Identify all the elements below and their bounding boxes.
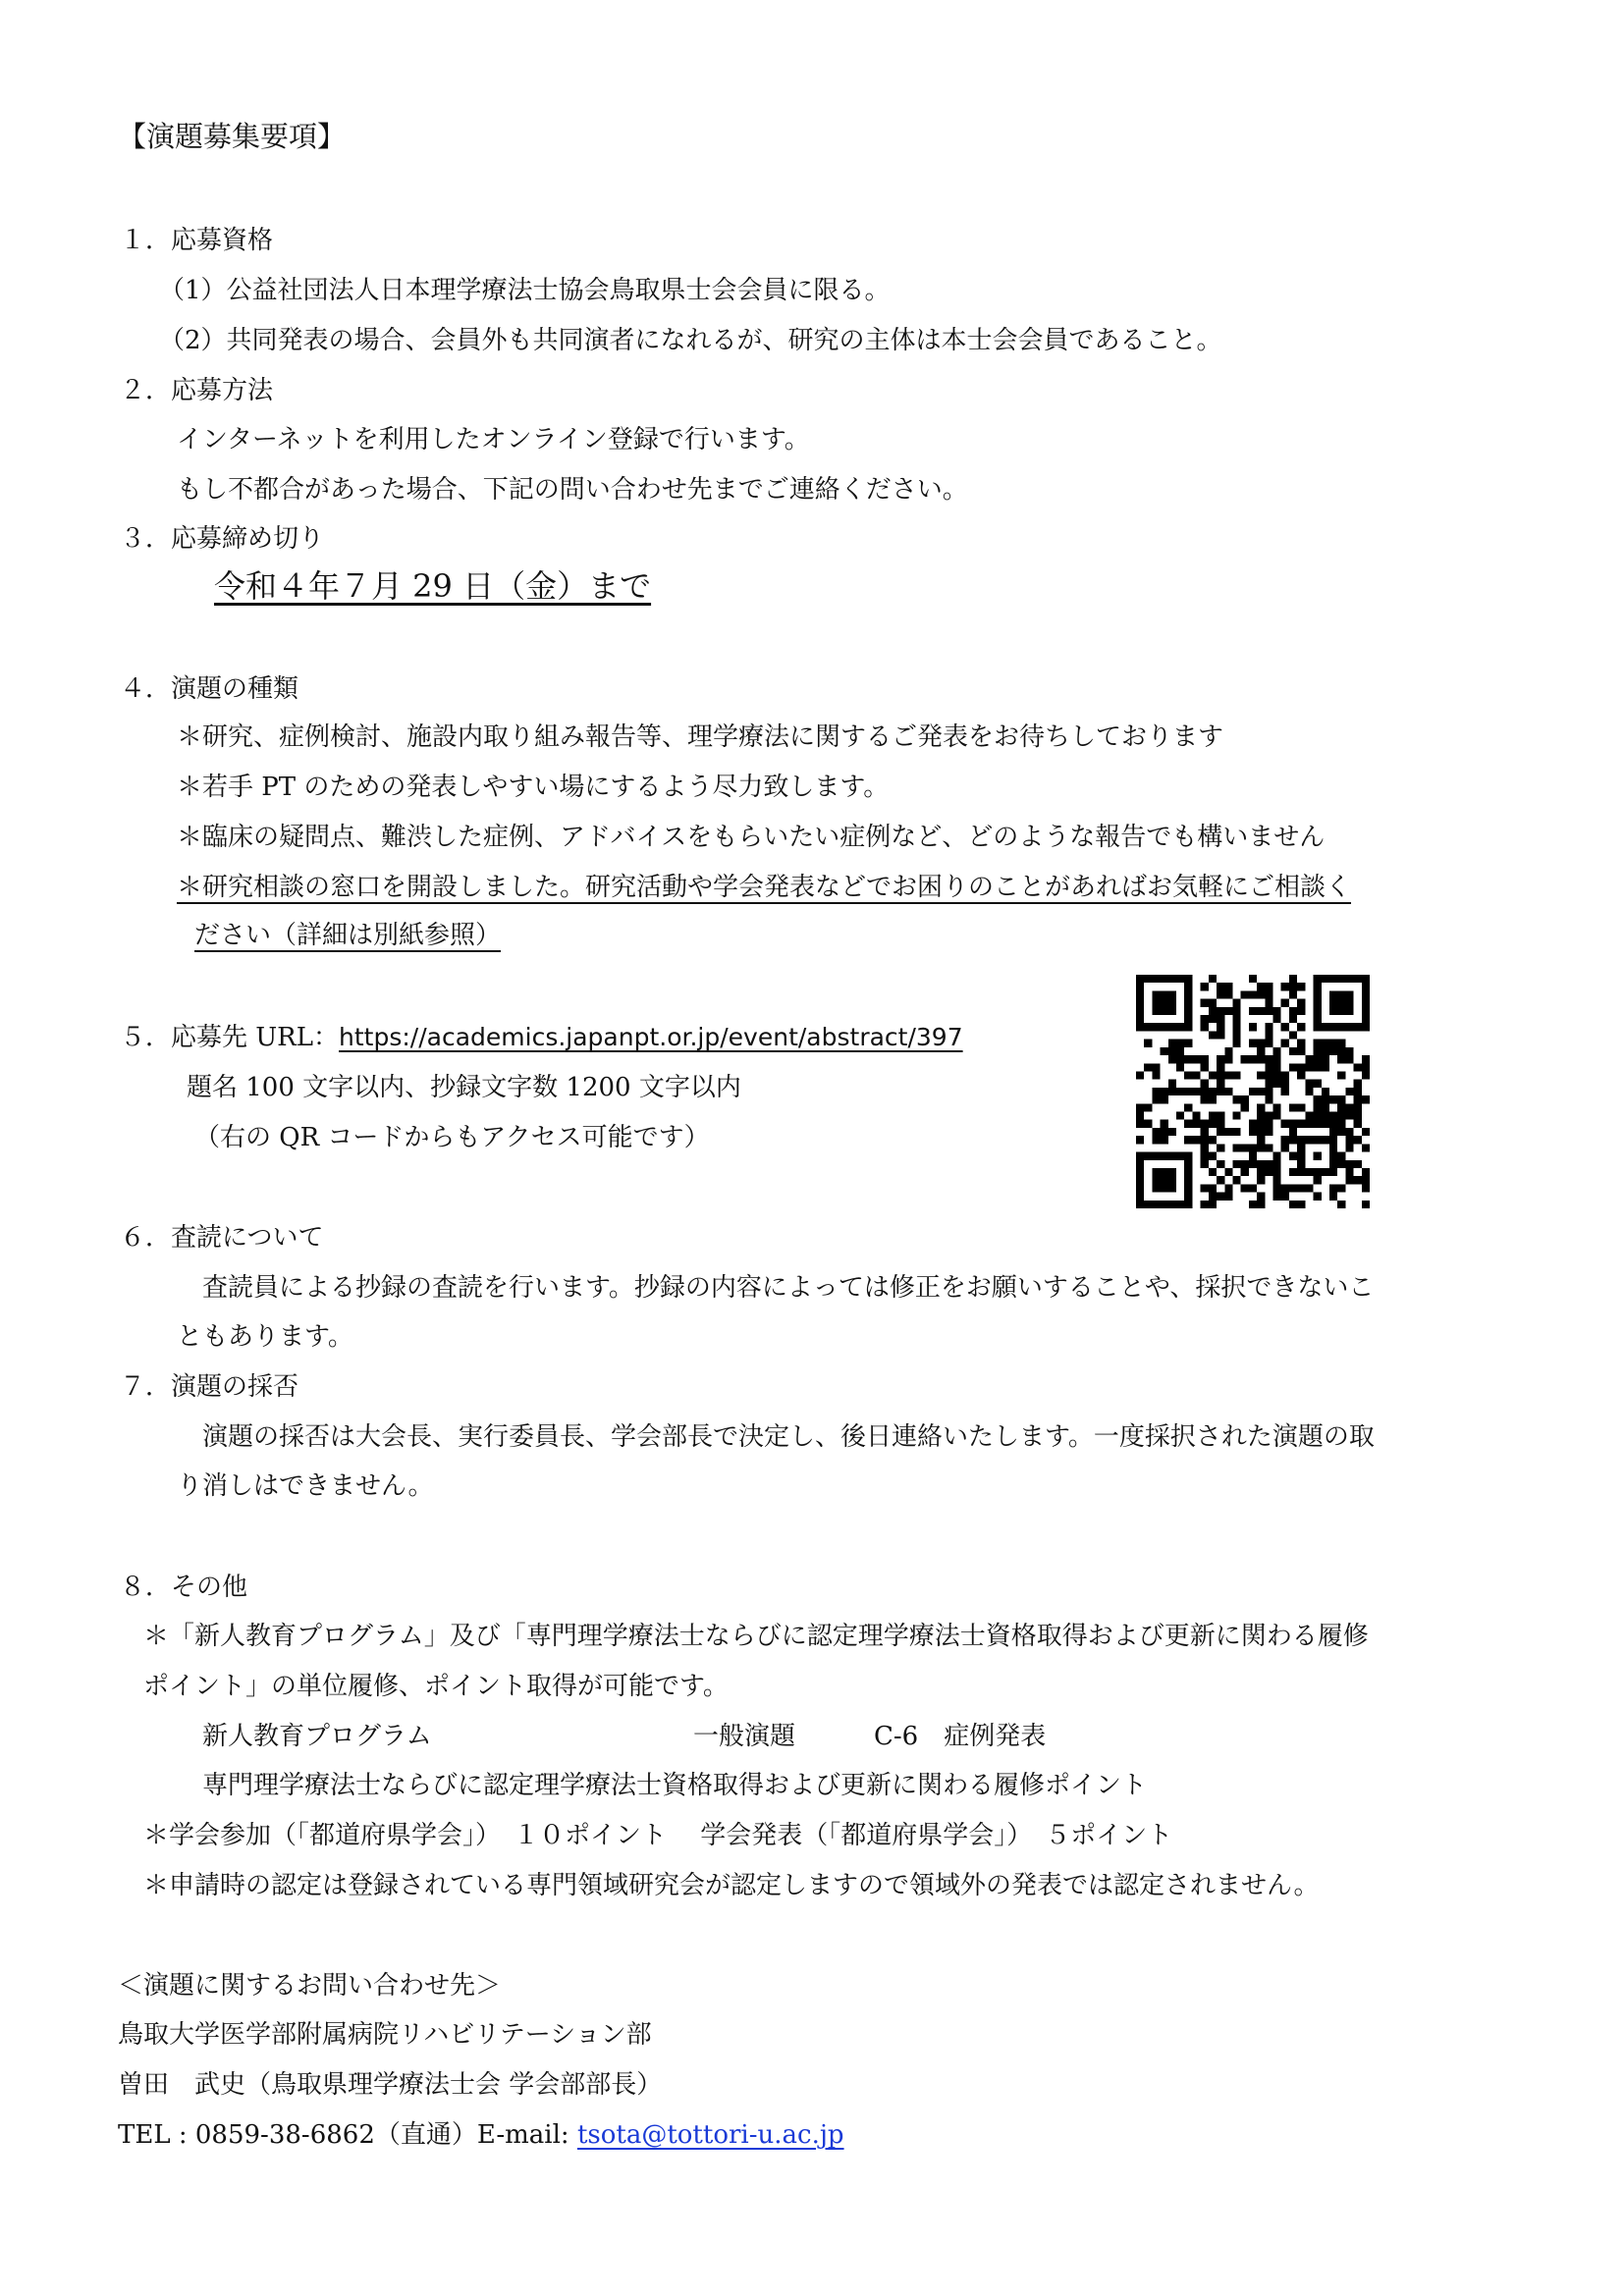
- application-url-link[interactable]: https://academics.japanpt.or.jp/event/abstract/397: [339, 1023, 963, 1051]
- section-8-line-6: ＊申請時の認定は登録されている専門領域研究会が認定しますので領域外の発表では認定されません。: [143, 1871, 1320, 1900]
- section-8-line-5: ＊学会参加（「都道府県学会」） １０ポイント 学会発表（「都道府県学会」） ５ポイント: [143, 1821, 1173, 1850]
- section-6-heading: ６．査読について: [120, 1223, 324, 1253]
- section-8-line-4: 専門理学療法士ならびに認定理学療法士資格取得および更新に関わる履修ポイント: [202, 1771, 1148, 1800]
- section-1-heading: １．応募資格: [120, 226, 274, 255]
- section-8-line-2: ポイント」の単位履修、ポイント取得が可能です。: [143, 1672, 729, 1701]
- section-7-line-1: 演題の採否は大会長、実行委員長、学会部長で決定し、後日連絡いたします。一度採択された演題の取: [202, 1422, 1375, 1452]
- section-6-line-1: 査読員による抄録の査読を行います。抄録の内容によっては修正をお願いすることや、採択できないこ: [202, 1273, 1375, 1303]
- section-3-heading: ３．応募締め切り: [120, 524, 325, 554]
- section-4-line-4: ＊研究相談の窓口を開設しました。研究活動や学会発表などでお困りのことがあればお気軽にご相談く: [177, 873, 1352, 902]
- section-7-line-2: り消しはできません。: [177, 1471, 434, 1501]
- contact-tel-line: [118, 2118, 844, 2152]
- section-2-line-1: インターネットを利用したオンライン登録で行います。: [177, 425, 810, 454]
- section-8-line-3-category: 一般演題: [693, 1722, 796, 1751]
- section-6-line-2: ともあります。: [177, 1322, 353, 1352]
- section-4-heading: ４．演題の種類: [120, 674, 299, 704]
- section-2-line-2: もし不都合があった場合、下記の問い合わせ先までご連絡ください。: [177, 475, 968, 505]
- section-8-line-3-code: C-6 症例発表: [874, 1722, 1047, 1751]
- section-4-line-3: ＊臨床の疑問点、難渋した症例、アドバイスをもらいたい症例など、どのような報告でも構いません: [177, 823, 1326, 852]
- section-5-line-2: （右の QR コードからもアクセス可能です）: [194, 1123, 710, 1152]
- contact-organization: 鳥取大学医学部附属病院リハビリテーション部: [118, 2020, 652, 2050]
- section-8-line-1: ＊「新人教育プログラム」及び「専門理学療法士ならびに認定理学療法士資格取得および更新に関わる履修: [143, 1622, 1369, 1651]
- section-5-heading-label: ５．応募先 URL：: [120, 1023, 340, 1052]
- contact-heading: ＜演題に関するお問い合わせ先＞: [118, 1971, 502, 2001]
- section-2-heading: ２．応募方法: [120, 376, 274, 405]
- section-4-line-5: ださい（詳細は別紙参照）: [194, 921, 502, 950]
- section-4-line-1: ＊研究、症例検討、施設内取り組み報告等、理学療法に関するご発表をお待ちしております: [177, 722, 1224, 752]
- section-8-heading: ８．その他: [120, 1573, 248, 1602]
- section-7-heading: ７．演題の採否: [120, 1372, 299, 1402]
- page-title: 【演題募集要項】: [118, 120, 347, 153]
- contact-tel: TEL : 0859-38-6862（直通）E-mail:: [118, 2120, 577, 2150]
- deadline: 令和４年７月 29 日（金）まで: [214, 567, 652, 605]
- contact-person: 曽田 武史（鳥取県理学療法士会 学会部部長）: [118, 2070, 663, 2100]
- section-5-heading: [120, 1021, 963, 1054]
- contact-email-link[interactable]: tsota@tottori-u.ac.jp: [576, 2120, 844, 2150]
- section-1-line-1: （1）公益社団法人日本理学療法士協会鳥取県士会会員に限る。: [159, 276, 891, 305]
- section-1-line-2: （2）共同発表の場合、会員外も共同演者になれるが、研究の主体は本士会会員であること。: [159, 326, 1222, 355]
- section-5-line-1: 題名 100 文字以内、抄録文字数 1200 文字以内: [187, 1073, 741, 1102]
- qr-code-icon[interactable]: [1136, 975, 1370, 1208]
- section-8-line-3-program: 新人教育プログラム: [202, 1722, 432, 1751]
- section-4-line-2: ＊若手 PT のための発表しやすい場にするよう尽力致します。: [177, 773, 890, 802]
